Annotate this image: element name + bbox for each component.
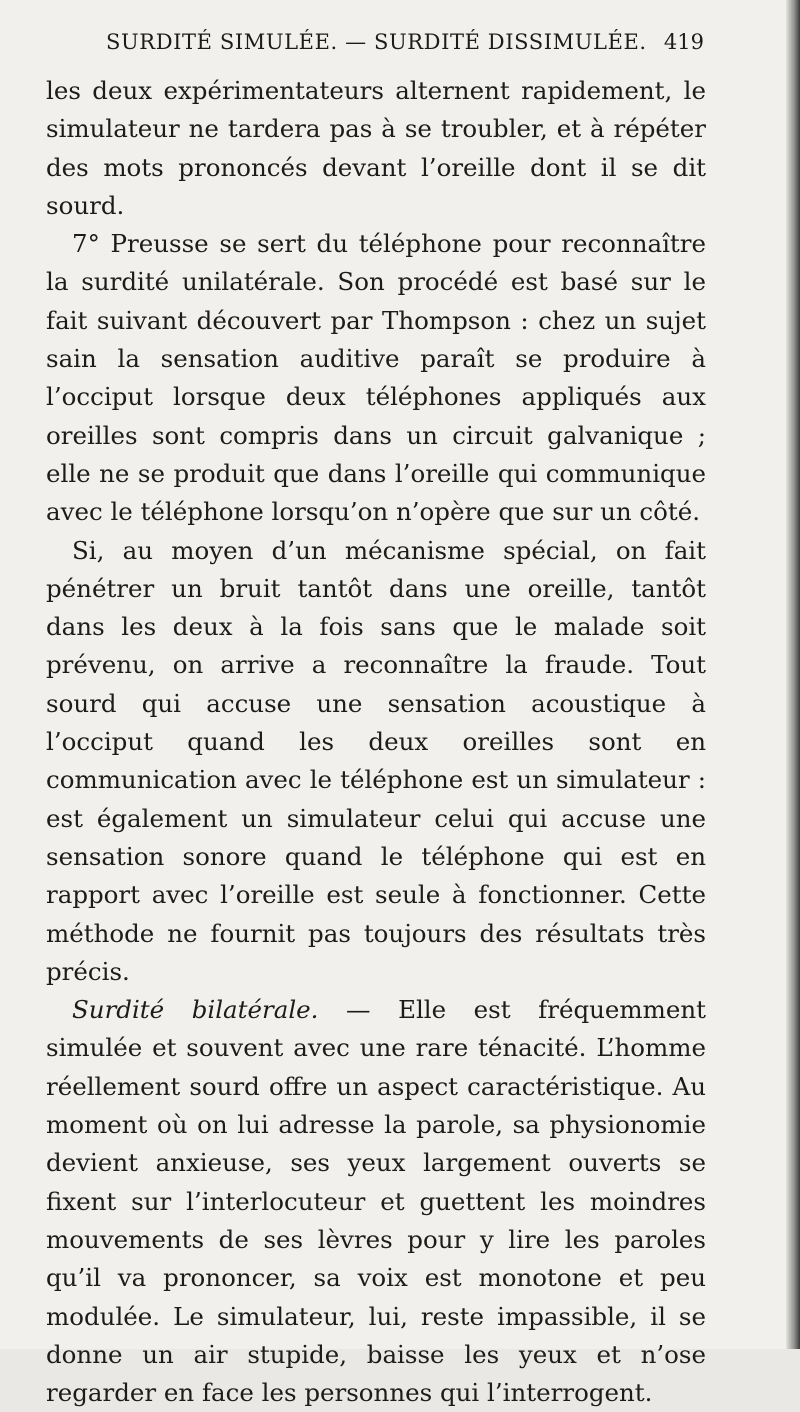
section-lead: Surdité bilatérale. [72,995,319,1025]
paragraph-text: Si, au moyen d’un mécanisme spécial, on fait pénétrer un bruit tantôt dans une oreille, tantôt dans les deux à la fois sans que le malade soit prévenu, on arrive a reconnaître la fraude. Tout sourd qui accuse une sensation acoustique à l’occiput quand les deux oreilles sont en communication avec le téléphone est un simulateur : est également un simulateur celui qui accuse une sensation sonore quand le téléphone qui est en rapport avec l’oreille est seule à fonctionner. Cette méthode ne fournit pas toujours des résultats très précis. [46,535,706,986]
paragraph-text: les deux expérimentateurs alternent rapidement, le simulateur ne tardera pas à se troubler, et à répéter des mots prononcés devant l’oreille dont il se dit sourd. [46,76,706,220]
running-title: SURDITÉ SIMULÉE. — SURDITÉ DISSIMULÉE. [106,30,647,54]
body-text [46,72,706,1412]
paragraph-mechanism [46,532,706,992]
paragraph-text: — Elle est fréquemment simulée et souvent avec une rare ténacité. L’homme réellement sourd offre un aspect caractéristique. Au moment où on lui adresse la parole, sa physionomie devient anxieuse, ses yeux largement ouverts se fixent sur l’interlocuteur et guettent les moindres mouvements de ses lèvres pour y lire les paroles qu’il va prononcer, sa voix est monotone et peu modulée. Le simulateur, lui, reste impassible, il se donne un air stupide, baisse les yeux et n’ose regarder en face les personnes qui l’interrogent. [46,995,706,1408]
running-head [48,26,704,60]
page-edge-shadow [786,0,800,1349]
paragraph-continuation [46,72,706,225]
paragraph-preusse-method [46,225,706,531]
page-number: 419 [663,30,704,54]
paragraph-text: 7° Preusse se sert du téléphone pour reconnaître la surdité unilatérale. Son procédé est basé sur le fait suivant découvert par Thompson : chez un sujet sain la sensation auditive paraît se produire à l’occiput lorsque deux téléphones appliqués aux oreilles sont compris dans un circuit galvanique ; elle ne se produit que dans l’oreille qui communique avec le téléphone lorsqu’on n’opère que sur un côté. [46,229,706,527]
